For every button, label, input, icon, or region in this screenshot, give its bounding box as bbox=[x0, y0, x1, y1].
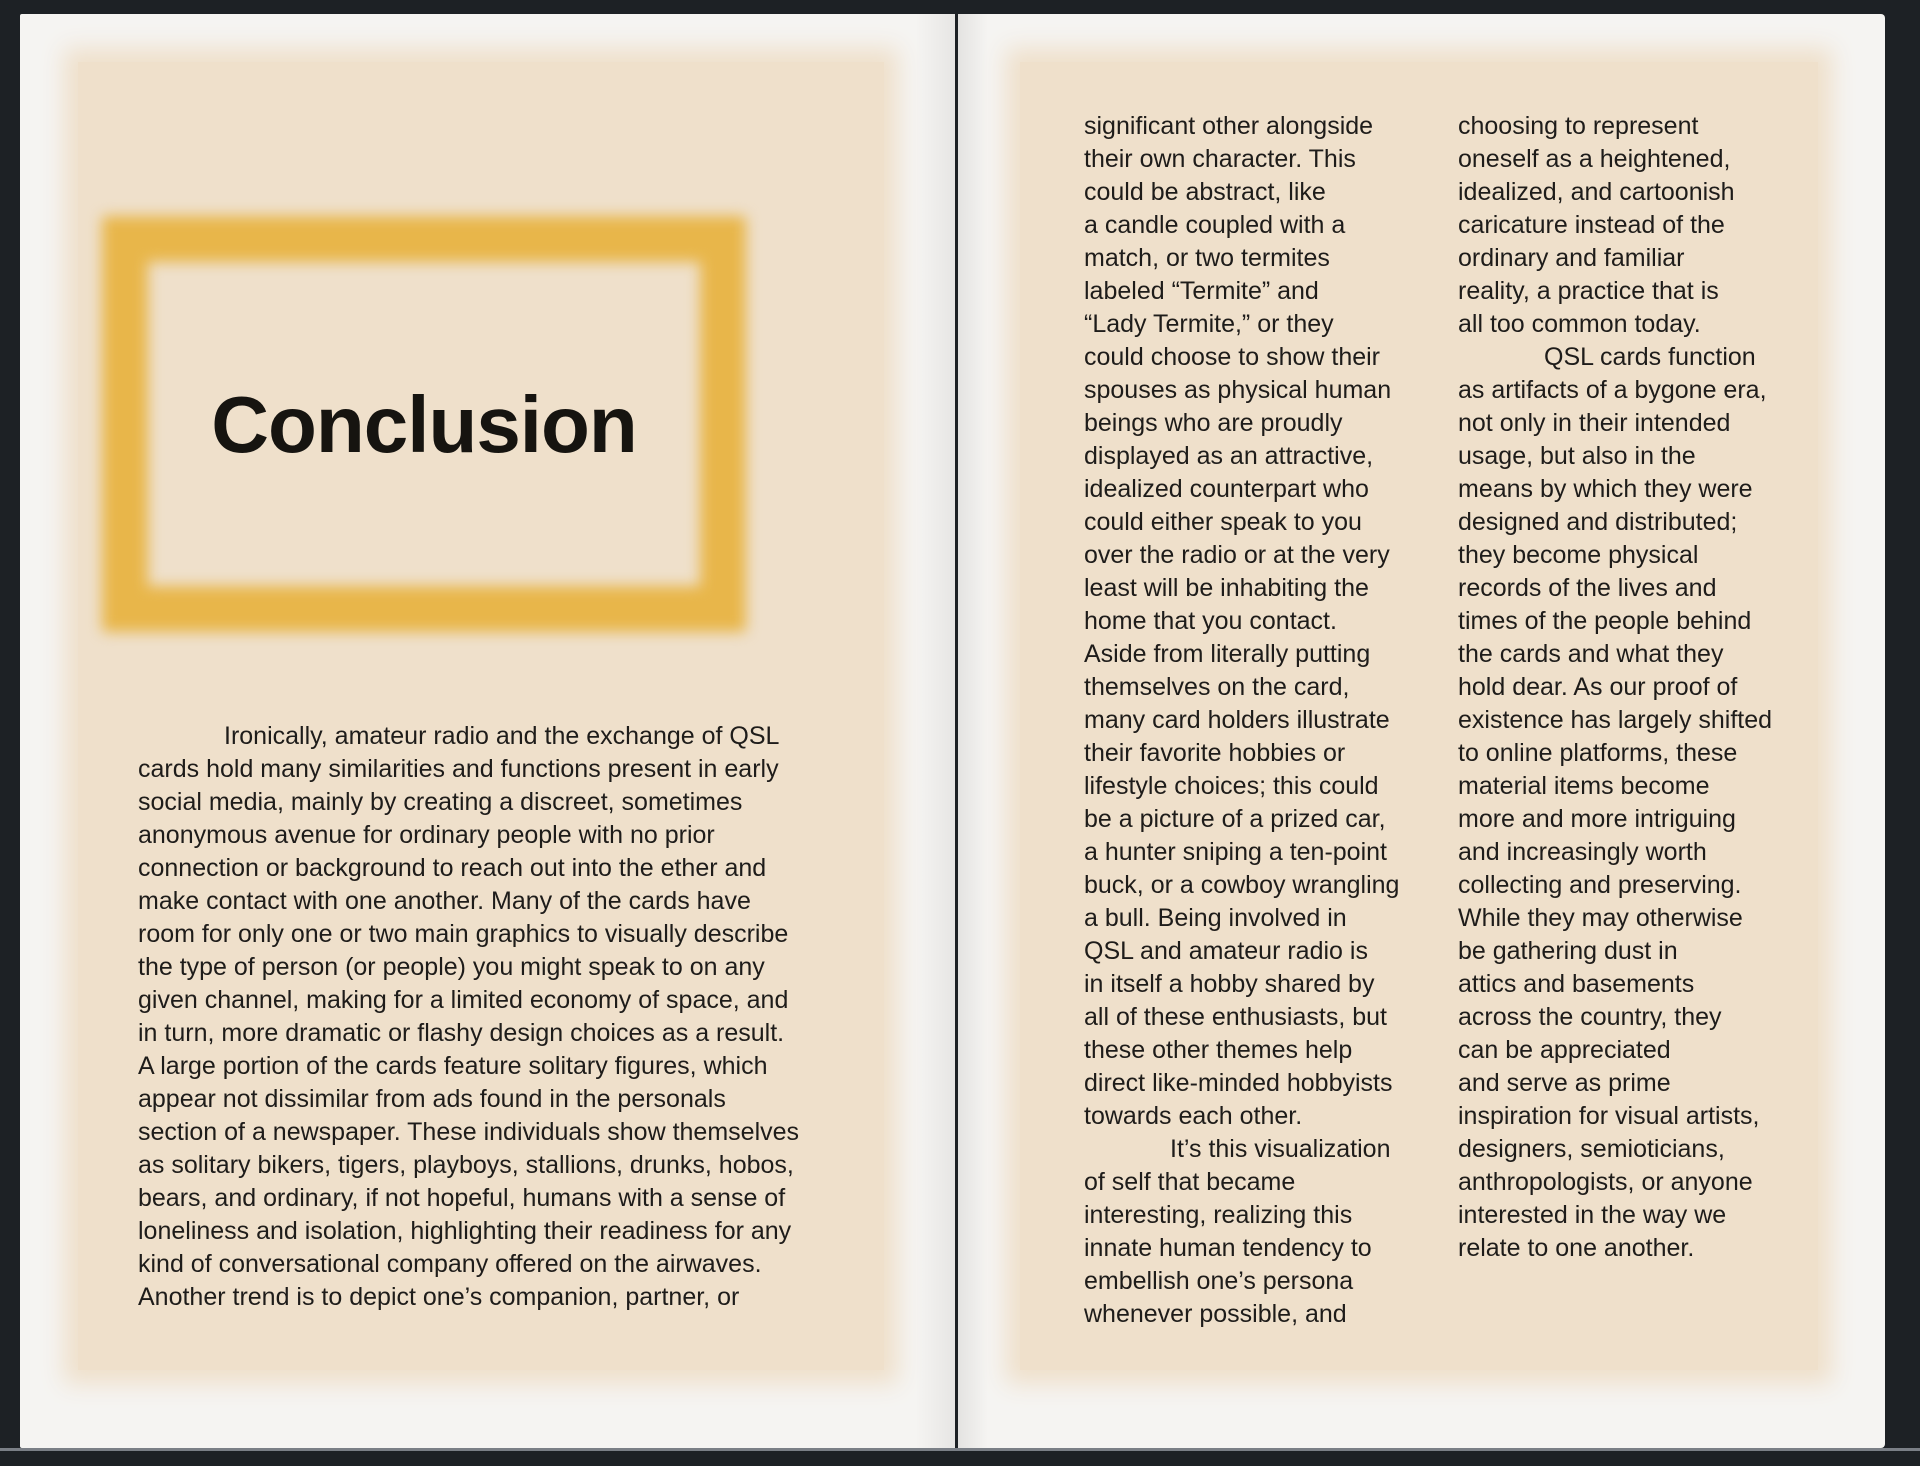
left-page bbox=[20, 14, 955, 1448]
body-paragraph: Ironically, amateur radio and the exchange of QSL cards hold many similarities and functions present in early social media, mainly by creating a discreet, sometimes anonymous avenue for ordinary people with no prior connection or background to reach out into the ether and make contact with one another. Many of the cards have room for only one or two main graphics to visually describe the type of person (or people) you might speak to on any given channel, making for a limited economy of space, and in turn, more dramatic or flashy design choices as a result. A large portion of the cards feature solitary figures, which appear not dissimilar from ads found in the personals section of a newspaper. These individuals show themselves as solitary bikers, tigers, playboys, stallions, drunks, hobos, bears, and ordinary, if not hopeful, humans with a sense of loneliness and isolation, highlighting their readiness for any kind of conversational company offered on the airwaves. Another trend is to depict one’s companion, partner, or bbox=[138, 722, 800, 1311]
right-page bbox=[958, 14, 1885, 1448]
text-column-2: choosing to represent oneself as a heightened, idealized, and cartoonish caricature instead of the ordinary and familiar reality, a practice that is all too common today. QSL cards function as artifacts of a bygone era, not only in their intended usage, but also in the means by which they were designed and distributed; they become physical records of the lives and times of the people behind the cards and what they hold dear. As our proof of existence has largely shifted to online platforms, these material items become more and more intriguing and increasingly worth collecting and preserving. While they may otherwise be gathering dust in attics and basements across the country, they can be appreciated and serve as prime inspiration for visual artists, designers, semioticians, anthropologists, or anyone interested in the way we relate to one another. bbox=[1458, 112, 1773, 1262]
gutter-shadow bbox=[958, 14, 988, 1448]
page-heading: Conclusion bbox=[211, 380, 637, 469]
gutter-shadow bbox=[915, 14, 955, 1448]
page-edge bbox=[0, 1448, 1920, 1451]
text-column-1: significant other alongside their own character. This could be abstract, like a candle coupled with a match, or two termites labeled “Termite” and “Lady Termite,” or they could choose to show their spouses as physical human beings who are proudly displayed as an attractive, idealized counterpart who could either speak to you over the radio or at the very least will be inhabiting the home that you contact. Aside from literally putting themselves on the card, many card holders illustrate their favorite hobbies or lifestyle choices; this could be a picture of a prized car, a hunter sniping a ten-point buck, or a cowboy wrangling a bull. Being involved in QSL and amateur radio is in itself a hobby shared by all of these enthusiasts, but these other themes help direct like-minded hobbyists towards each other. It’s this visualization of self that became interesting, realizing this innate human tendency to embellish one’s persona whenever possible, and bbox=[1084, 112, 1400, 1328]
